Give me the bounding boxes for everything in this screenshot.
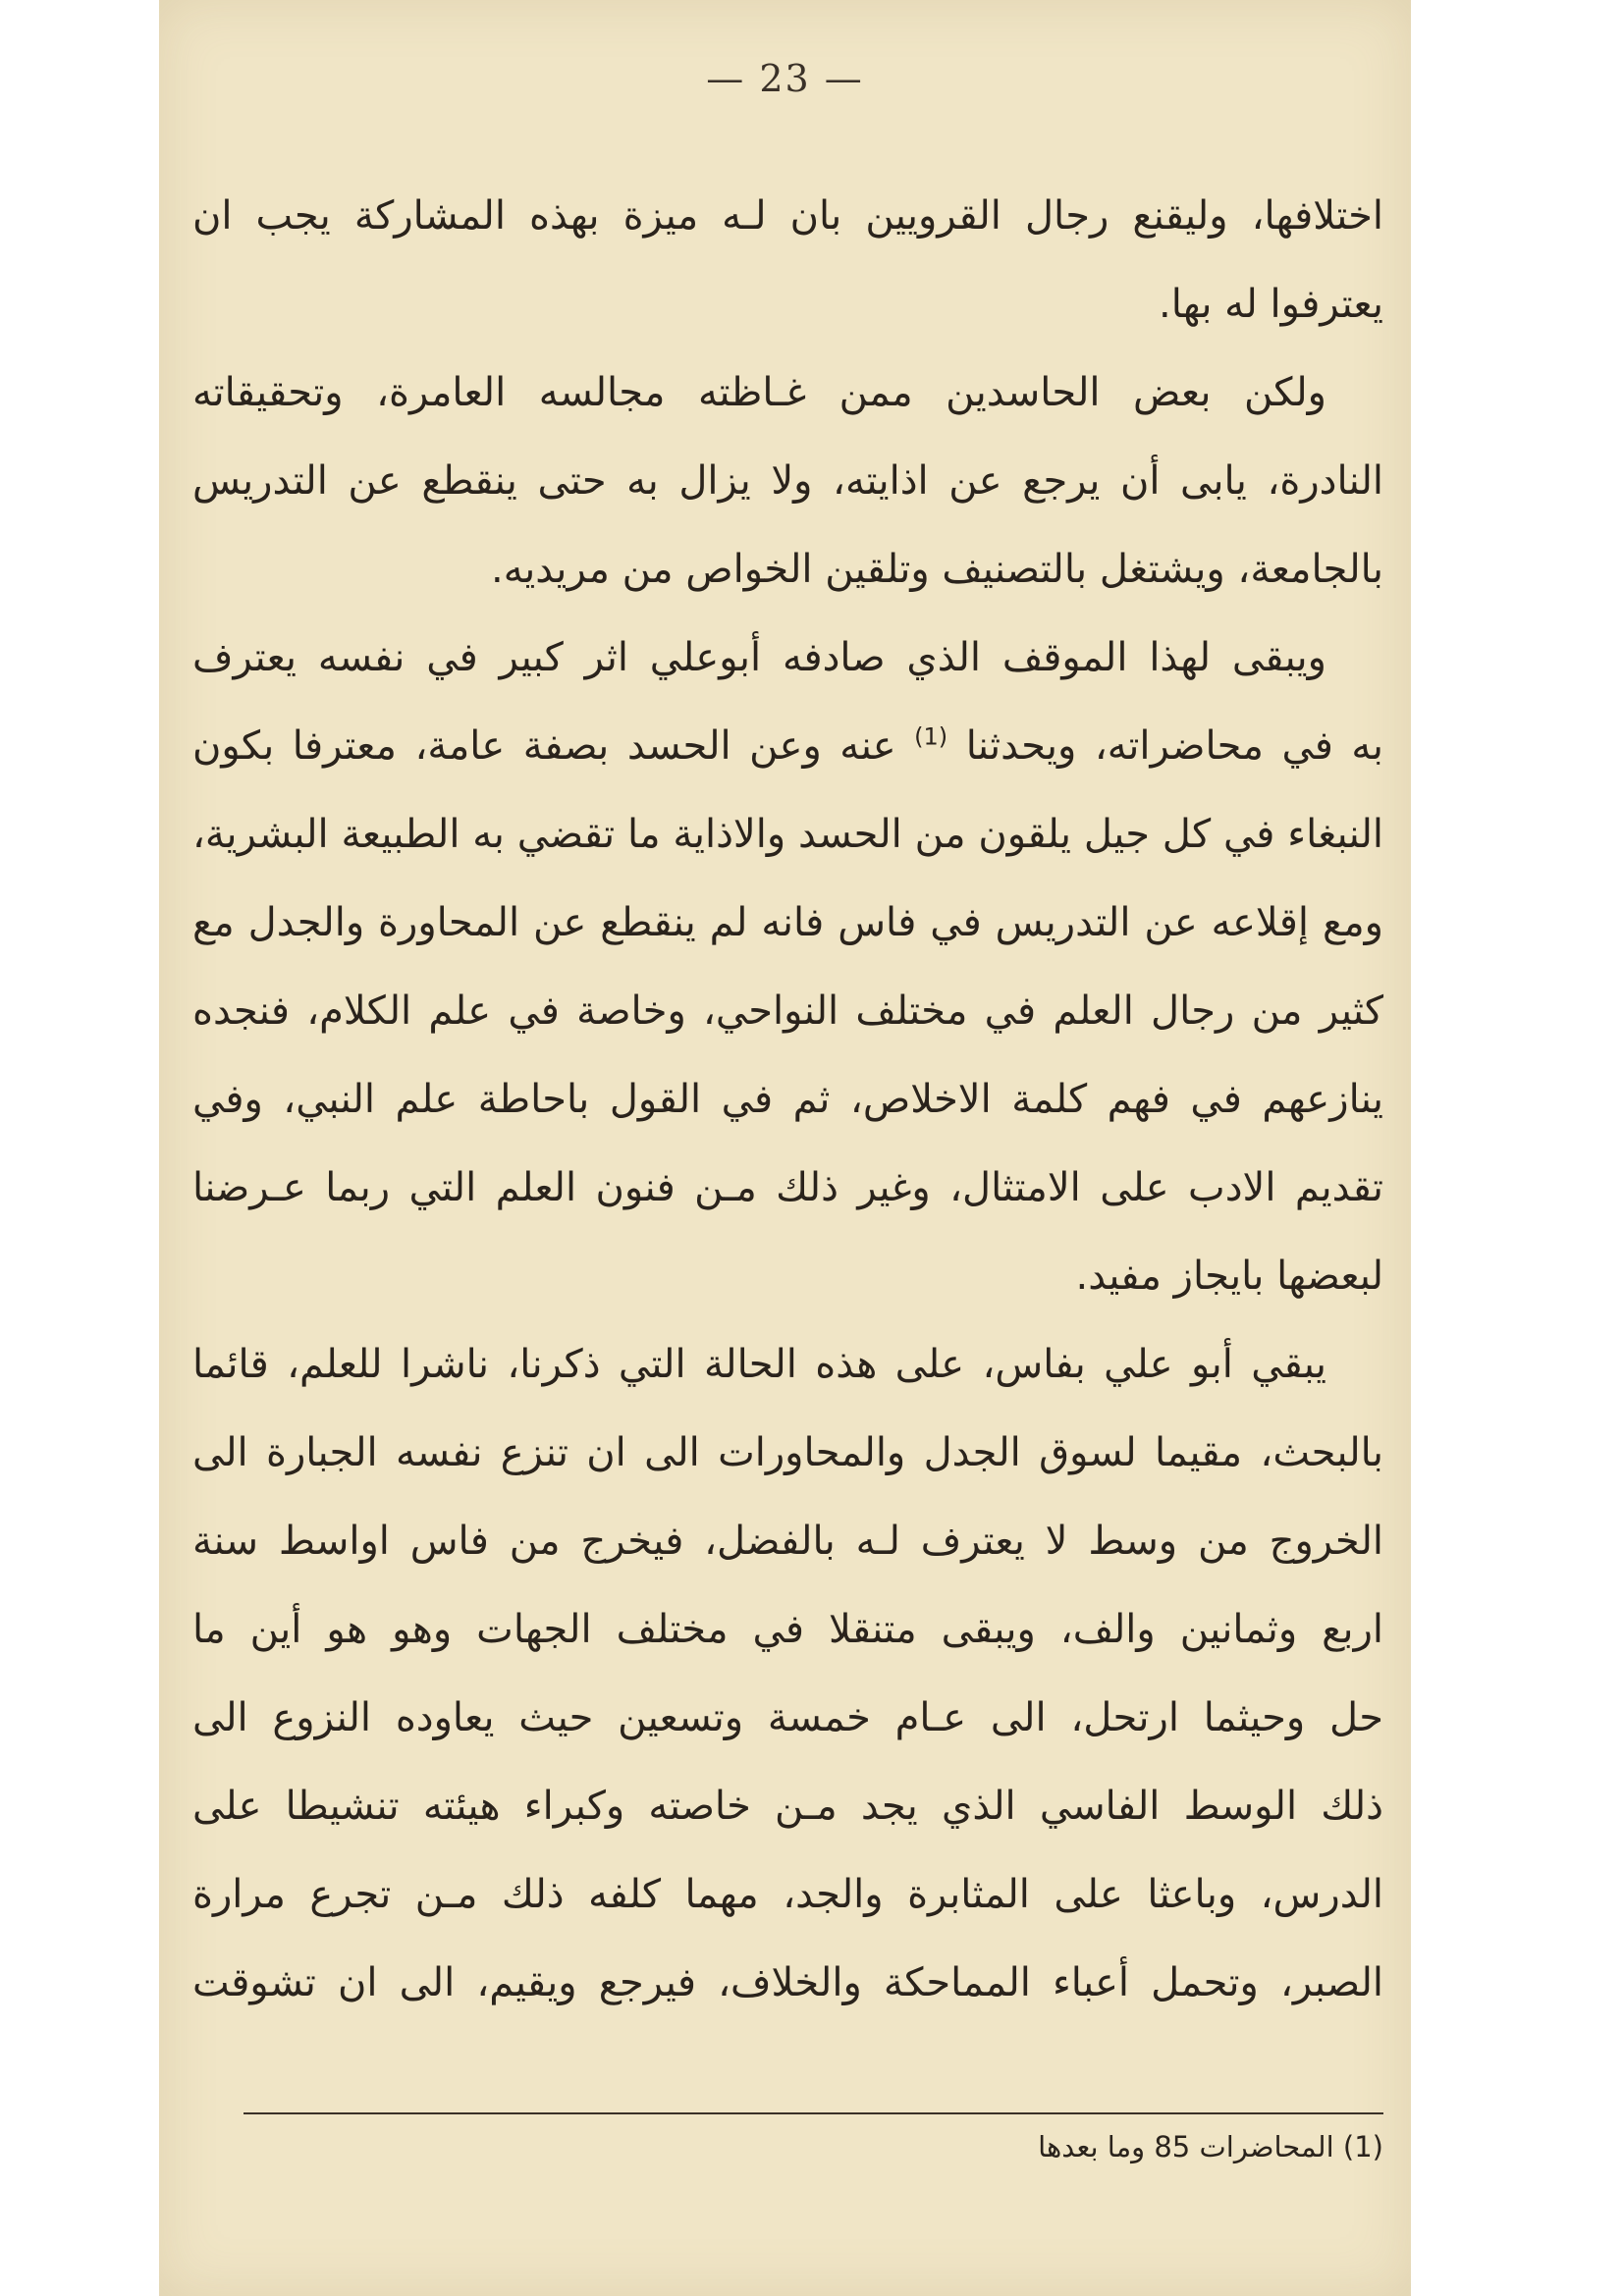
text-line: تقديم الادب على الامتثال، وغير ذلك مـن فنون العلم التي ربما عـرضنا bbox=[192, 1165, 1383, 1210]
text-line: ذلك الوسط الفاسي الذي يجد مـن خاصته وكبراء هيئته تنشيطا على bbox=[192, 1784, 1383, 1829]
text-line: اختلافها، وليقنع رجال القرويين بان لـه ميزة بهذه المشاركة يجب ان bbox=[192, 193, 1383, 239]
text-line: الدرس، وباعثا على المثابرة والجد، مهما كلفه ذلك مـن تجرع مرارة bbox=[192, 1872, 1383, 1917]
footnote-reference: (1) bbox=[914, 722, 948, 751]
text-line: يعترفوا له بها. bbox=[1158, 282, 1383, 327]
body-text bbox=[192, 177, 1383, 2130]
text-line: حل وحيثما ارتحل، الى عـام خمسة وتسعين حيث يعاوده النزوع الى bbox=[192, 1695, 1383, 1740]
text-line: ولكن بعض الحاسدين ممن غـاظته مجالسه العامرة، وتحقيقاته bbox=[192, 370, 1326, 415]
text-line: بالبحث، مقيما لسوق الجدل والمحاورات الى ان تنزع نفسه الجبارة الى bbox=[192, 1430, 1383, 1475]
text-line: النبغاء في كل جيل يلقون من الحسد والاذاية ما تقضي به الطبيعة البشرية، bbox=[192, 812, 1383, 857]
text-line: الصبر، وتحمل أعباء المماحكة والخلاف، فيرجع ويقيم، الى ان تشوقت bbox=[192, 1960, 1383, 2005]
text-line: الخروج من وسط لا يعترف لـه بالفضل، فيخرج من فاس اواسط سنة bbox=[192, 1519, 1383, 1564]
line-text: به في محاضراته، ويحدثنا bbox=[965, 723, 1383, 769]
text-line: بالجامعة، ويشتغل بالتصنيف وتلقين الخواص من مريديه. bbox=[491, 547, 1383, 592]
text-line: اربع وثمانين والف، ويبقى متنقلا في مختلف الجهات وهو هو أين ما bbox=[192, 1607, 1383, 1652]
footnote: (1) المحاضرات 85 وما بعدها bbox=[1038, 2130, 1383, 2163]
page-number: — 23 — bbox=[706, 57, 864, 100]
text-line: ويبقى لهذا الموقف الذي صادفه أبوعلي اثر كبير في نفسه يعترف bbox=[192, 635, 1326, 680]
text-line: ومع إقلاعه عن التدريس في فاس فانه لم ينقطع عن المحاورة والجدل مع bbox=[192, 900, 1383, 945]
text-line bbox=[192, 707, 1383, 785]
text-line: لبعضها بايجاز مفيد. bbox=[1075, 1254, 1383, 1299]
line-text: عنه وعن الحسد بصفة عامة، معترفا بكون bbox=[192, 723, 896, 769]
text-line: ينازعهم في فهم كلمة الاخلاص، ثم في القول باحاطة علم النبي، وفي bbox=[192, 1077, 1383, 1122]
document-page bbox=[159, 0, 1411, 2296]
footnote-divider bbox=[243, 2112, 1383, 2114]
text-line: النادرة، يابى أن يرجع عن اذايته، ولا يزال به حتى ينقطع عن التدريس bbox=[192, 458, 1383, 504]
text-line: يبقي أبو علي بفاس، على هذه الحالة التي ذكرنا، ناشرا للعلم، قائما bbox=[192, 1342, 1326, 1387]
text-line: كثير من رجال العلم في مختلف النواحي، وخاصة في علم الكلام، فنجده bbox=[192, 988, 1383, 1034]
